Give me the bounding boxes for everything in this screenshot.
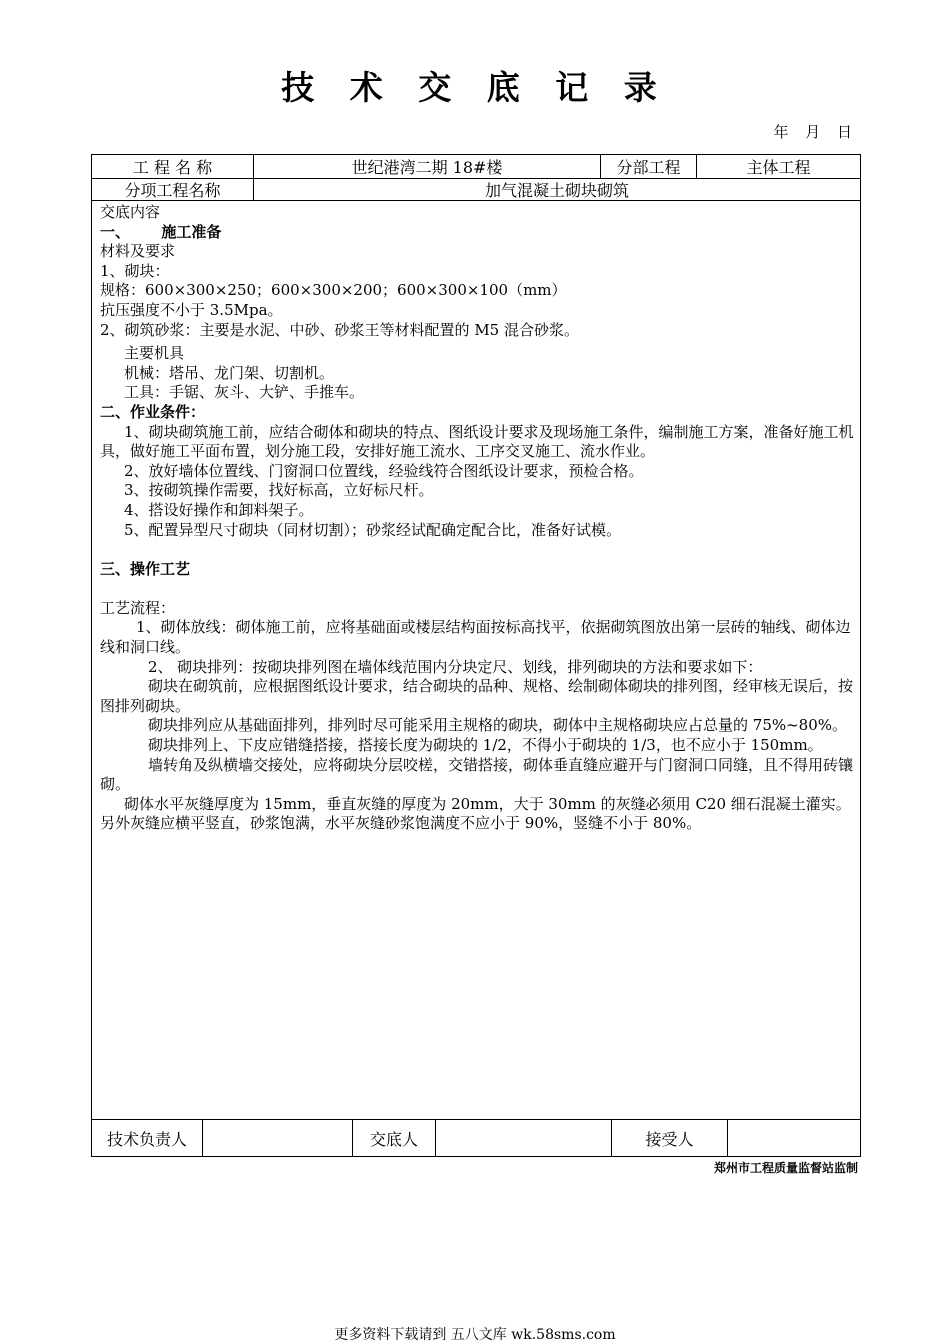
receiver-field[interactable] [727, 1120, 860, 1157]
s1-line: 材料及要求 [100, 242, 176, 261]
s3-para: 砌块在砌筑前，应根据图纸设计要求，结合砌块的品种、规格、绘制砌体砌块的排列图，经审核无误后，按图排列砌块。 [100, 677, 854, 715]
date-field: 年 月 日 [773, 123, 858, 141]
discloser-field[interactable] [435, 1120, 611, 1157]
s1-line: 2、砌筑砂浆：主要是水泥、中砂、砂浆王等材料配置的 M5 混合砂浆。 [100, 320, 579, 339]
signature-row [92, 1119, 860, 1157]
s1-tool-line: 主要机具 [124, 344, 185, 363]
discloser-label: 交底人 [352, 1120, 435, 1157]
tech-lead-label: 技术负责人 [106, 1130, 187, 1149]
s3-para: 砌块排列上、下皮应错缝搭接，搭接长度为砌块的 1/2，不得小于砌块的 1/3，也不应小于 150mm。 [148, 736, 823, 755]
content-intro: 交底内容 [100, 203, 161, 221]
flow-label: 工艺流程： [100, 598, 176, 617]
subitem-label: 分项工程名称 [124, 181, 221, 200]
project-name-value: 世纪港湾二期 18#楼 [253, 155, 600, 178]
s2-item: 2、放好墙体位置线、门窗洞口位置线，经验线符合图纸设计要求，预检合格。 [124, 461, 644, 480]
s2-item: 1、砌块砌筑施工前，应结合砌体和砌块的特点、图纸设计要求及现场施工条件，编制施工方案，准备好施工机具，做好施工平面布置，划分施工段，安排好施工流水、工序交叉施工、流水作业。 [100, 422, 854, 461]
site-footer: 更多资料下载请到 五八文库 wk.58sms.com [334, 1327, 616, 1343]
subitem-value: 加气混凝土砌块砌筑 [253, 179, 860, 200]
s3-last-para: 砌体水平灰缝厚度为 15mm，垂直灰缝的厚度为 20mm，大于 30mm 的灰缝必须用 C20 细石混凝土灌实。另外灰缝应横平竖直，砂浆饱满，水平灰缝砂浆饱满度不应小于 90%，竖缝不小于 80%。 [100, 794, 851, 833]
s3-para: 砌块排列应从基础面排列，排列时尽可能采用主规格的砌块，砌体中主规格砌块应占总量的 75%~80%。 [148, 716, 848, 735]
s1-tool-line: 机械：塔吊、龙门架、切割机。 [124, 363, 335, 382]
division-value: 主体工程 [696, 155, 860, 178]
issuer-note: 郑州市工程质量监督站监制 [713, 1161, 858, 1175]
s1-line: 1、砌块： [100, 261, 170, 280]
section-2-heading: 二、作业条件： [100, 402, 206, 421]
s3-item-2: 2、 砌块排列：按砌块排列图在墙体线范围内分块定尺、划线，排列砌块的方法和要求如下： [148, 657, 763, 676]
receiver-label: 接受人 [611, 1120, 727, 1157]
s1-line: 抗压强度不小于 3.5Mpa。 [100, 300, 283, 319]
header-row-2 [92, 179, 860, 201]
disclosure-content [100, 203, 854, 834]
s2-item: 5、配置异型尺寸砌块（同材切割）；砂浆经试配确定配合比，准备好试模。 [124, 520, 622, 539]
section-1-heading: 一、 施工准备 [100, 222, 222, 241]
section-3-heading: 三、操作工艺 [100, 559, 191, 578]
s1-line: 规格：600×300×250；600×300×200；600×300×100（mm） [100, 281, 567, 300]
s3-para: 墙转角及纵横墙交接处，应将砌块分层咬槎，交错搭接，砌体垂直缝应避开与门窗洞口同缝，且不得用砖镶砌。 [100, 755, 854, 794]
header-row-1 [92, 155, 860, 179]
s1-tool-line: 工具：手锯、灰斗、大铲、手推车。 [124, 383, 365, 402]
s2-item: 4、搭设好操作和卸料架子。 [124, 500, 314, 519]
disclosure-table [91, 154, 861, 1157]
s3-item-1: 1、砌体放线：砌体施工前，应将基础面或楼层结构面按标高找平，依据砌筑图放出第一层砖的轴线、砌体边线和洞口线。 [100, 618, 851, 657]
project-name-label: 工 程 名 称 [132, 158, 213, 177]
s2-item: 3、按砌筑操作需要，找好标高，立好标尺杆。 [124, 481, 434, 500]
tech-lead-field[interactable] [202, 1120, 352, 1157]
document-title: 技 术 交 底 记 录 [281, 68, 669, 107]
division-label: 分部工程 [600, 155, 696, 178]
